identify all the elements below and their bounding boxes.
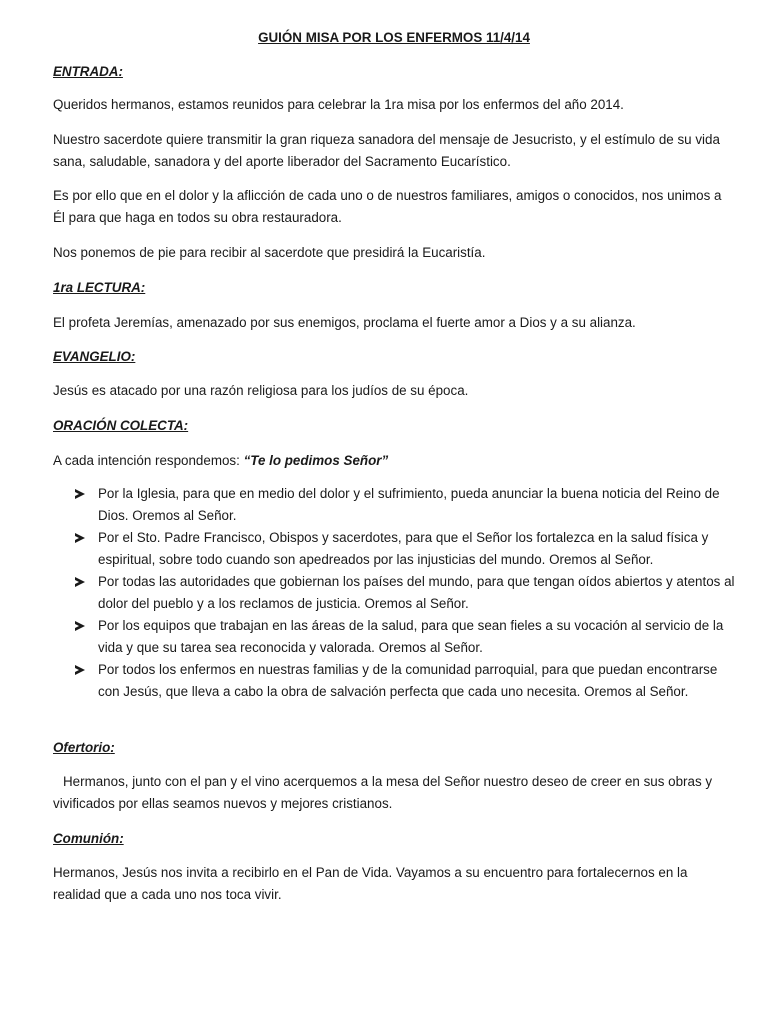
- heading-ofertorio-text: Ofertorio: [53, 740, 111, 755]
- comunion-text: Hermanos, Jesús nos invita a recibirlo en el Pan de Vida. Vayamos a su encuentro para fortalecernos en la realidad que a cada uno nos toca vivir.: [53, 865, 688, 902]
- intention-item: [75, 615, 735, 659]
- intention-item: [75, 527, 735, 571]
- ofertorio-text: [53, 771, 735, 815]
- intention-text: Por el Sto. Padre Francisco, Obispos y sacerdotes, para que el Señor los fortalezca en la salud física y espiritual, sobre todo cuando son apedreados por las injusticias del mundo. Oremos al Señor.: [98, 530, 709, 567]
- arrow-bullet-icon: [75, 665, 85, 675]
- intention-text: Por la Iglesia, para que en medio del dolor y el sufrimiento, pueda anunciar la buena noticia del Reino de Dios. Oremos al Señor.: [98, 486, 720, 523]
- arrow-bullet-icon: [75, 577, 85, 587]
- heading-ofertorio: [53, 737, 115, 759]
- intention-text: Por todas las autoridades que gobiernan los países del mundo, para que tengan oídos abiertos y atentos al dolor del pueblo y a los reclamos de justicia. Oremos al Señor.: [98, 574, 735, 611]
- intention-text: Por los equipos que trabajan en las áreas de la salud, para que sean fieles a su vocación al servicio de la vida y que su tarea sea reconocida y valorada. Oremos al Señor.: [98, 618, 724, 655]
- heading-ofertorio-colon: :: [110, 740, 115, 755]
- heading-entrada: [53, 61, 123, 83]
- heading-evangelio: EVANGELIO:: [53, 349, 136, 364]
- oracion-intro: A cada intención respondemos:: [53, 453, 244, 468]
- heading-lectura: 1ra LECTURA:: [53, 280, 146, 295]
- heading-oracion: ORACIÓN COLECTA:: [53, 418, 189, 433]
- entrada-paragraph-4: Nos ponemos de pie para recibir al sacerdote que presidirá la Eucaristía.: [53, 245, 486, 260]
- intention-item: [75, 483, 735, 527]
- arrow-bullet-icon: [75, 489, 85, 499]
- arrow-bullet-icon: [75, 533, 85, 543]
- intention-text: Por todos los enfermos en nuestras familias y de la comunidad parroquial, para que puedan encontrarse con Jesús, que lleva a cabo la obra de salvación perfecta que cada uno necesita. Oremos al Señor.: [98, 662, 718, 699]
- heading-entrada-text: ENTRADA: [53, 64, 119, 79]
- intention-item: [75, 571, 735, 615]
- heading-entrada-colon: :: [118, 64, 123, 79]
- entrada-paragraph-2: Nuestro sacerdote quiere transmitir la gran riqueza sanadora del mensaje de Jesucristo, y el estímulo de su vida sana, saludable, sanadora y del aporte liberador del Sacramento Eucarístico.: [53, 132, 720, 169]
- intentions-list: [75, 483, 735, 703]
- entrada-paragraph-3: Es por ello que en el dolor y la aflicción de cada uno o de nuestros familiares, amigos o conocidos, nos unimos a Él para que haga en todos su obra restauradora.: [53, 188, 722, 225]
- heading-comunion: Comunión:: [53, 831, 124, 846]
- arrow-bullet-icon: [75, 621, 85, 631]
- evangelio-text: Jesús es atacado por una razón religiosa para los judíos de su época.: [53, 383, 469, 398]
- oracion-intro-line: [53, 450, 735, 472]
- entrada-paragraph-1: Queridos hermanos, estamos reunidos para celebrar la 1ra misa por los enfermos del año 2014.: [53, 97, 624, 112]
- intention-item: [75, 659, 735, 703]
- oracion-response: “Te lo pedimos Señor”: [243, 453, 389, 468]
- ofertorio-text-content: Hermanos, junto con el pan y el vino acerquemos a la mesa del Señor nuestro deseo de creer en sus obras y vivificados por ellas seamos nuevos y mejores cristianos.: [53, 774, 713, 811]
- document-title: GUIÓN MISA POR LOS ENFERMOS 11/4/14: [258, 30, 530, 45]
- lectura-text: El profeta Jeremías, amenazado por sus enemigos, proclama el fuerte amor a Dios y a su alianza.: [53, 315, 636, 330]
